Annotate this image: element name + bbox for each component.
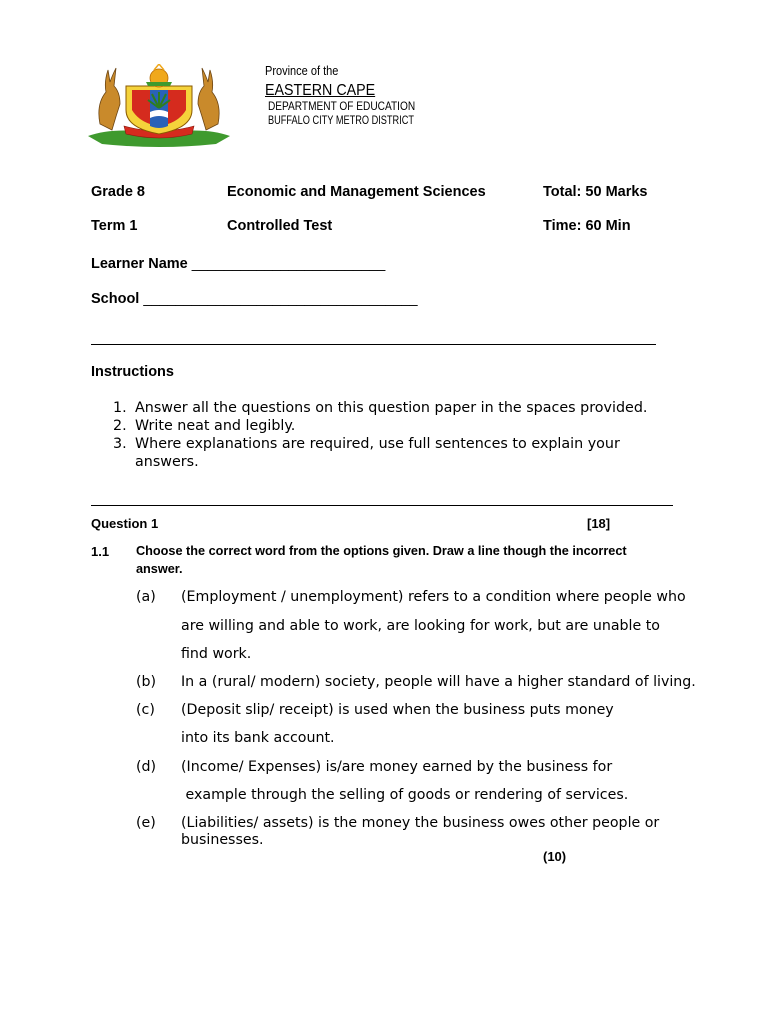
department-label: DEPARTMENT OF EDUCATION [268,101,416,113]
item-b-line1: In a (rural/ modern) society, people will have a higher standard of living. [181,674,696,690]
instruction-item [113,435,655,471]
instruction-number: 2. [113,418,127,434]
instructions-heading: Instructions [91,364,174,380]
item-b-label: (b) [136,674,157,690]
question-marks: [18] [587,516,611,531]
sub-question-instruction: Choose the correct word from the options given. Draw a line though the incorrect [136,544,627,558]
school-label: School [91,291,140,307]
learner-name-row [91,256,385,272]
item-e-label: (e) [136,815,156,831]
item-d-line1: (Income/ Expenses) is/are money earned by the business for [181,759,613,775]
instruction-item [113,399,703,417]
sub-question-instruction-cont: answer. [136,562,183,576]
item-e-line2: businesses. [181,832,264,848]
school-row [91,291,418,307]
instruction-text: Where explanations are required, use full sentences to explain your answers. [135,436,620,470]
item-c-line1: (Deposit slip/ receipt) is used when the business puts money [181,702,614,718]
item-a-label: (a) [136,589,156,605]
total-marks-label: Total: 50 Marks [543,184,648,200]
subject-label: Economic and Management Sciences [227,184,486,200]
instructions-list [113,399,703,471]
district-label: BUFFALO CITY METRO DISTRICT [268,115,415,127]
item-a-line1: (Employment / unemployment) refers to a condition where people who [181,589,686,605]
item-d-label: (d) [136,759,157,775]
grade-label: Grade 8 [91,184,145,200]
test-type-label: Controlled Test [227,218,333,234]
instruction-number: 3. [113,436,127,452]
term-label: Term 1 [91,218,138,234]
instruction-text: Answer all the questions on this question paper in the spaces provided. [135,400,648,416]
coat-of-arms-icon [86,64,232,150]
sub-question-marks: (10) [543,849,567,864]
coat-of-arms [86,64,232,150]
learner-name-label: Learner Name [91,256,188,272]
instruction-text: Write neat and legibly. [135,418,296,434]
question-title: Question 1 [91,516,159,531]
learner-name-field[interactable]: ________________________ [191,256,386,272]
divider-question [91,505,673,506]
instruction-number: 1. [113,400,127,416]
item-d-line2: example through the selling of goods or rendering of services. [181,787,629,803]
school-field[interactable]: __________________________________ [143,291,418,307]
item-a-line2: are willing and able to work, are looking for work, but are unable to [181,618,660,634]
item-a-line3: find work. [181,646,252,662]
sub-question-number: 1.1 [91,544,110,559]
province-label: Province of the [265,64,339,78]
divider-top [91,344,656,345]
item-c-line2: into its bank account. [181,730,335,746]
time-label: Time: 60 Min [543,218,631,234]
item-e-line1: (Liabilities/ assets) is the money the business owes other people or [181,815,660,831]
item-c-label: (c) [136,702,155,718]
instruction-item [113,417,703,435]
province-name: EASTERN CAPE [265,82,376,99]
